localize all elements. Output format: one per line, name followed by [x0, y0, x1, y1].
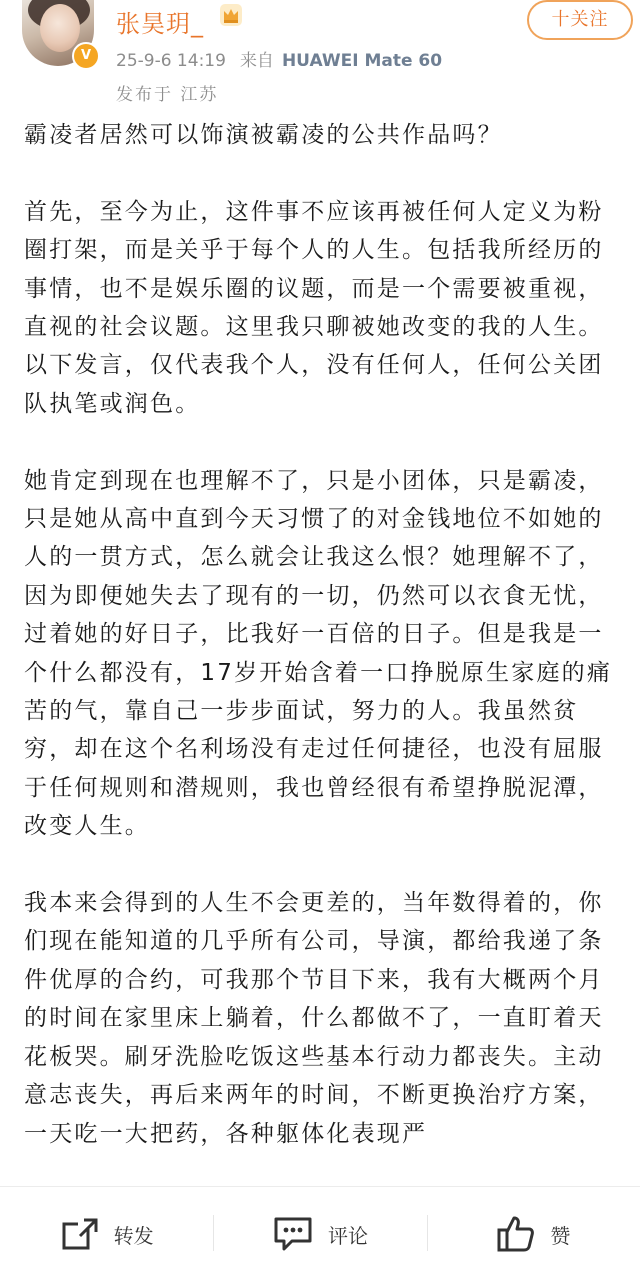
- action-bar: [0, 1186, 640, 1281]
- author-name[interactable]: 张昊玥_: [116, 10, 204, 38]
- from-label: 来自: [239, 51, 274, 71]
- repost-label: 转发: [113, 1223, 154, 1248]
- post-location: 发布于 江苏: [116, 85, 219, 105]
- content-fade: [0, 1150, 640, 1190]
- follow-button[interactable]: 十关注: [527, 0, 633, 40]
- comment-button[interactable]: [213, 1187, 426, 1281]
- post-paragraph: 首先，至今为止，这件事不应该再被任何人定义为粉圈打架，而是关乎于每个人的人生。包括我所经历的事情，也不是娱乐圈的议题，而是一个需要被重视，直视的社会议题。这里我只聊被她改变的我的人生。以下发言，仅代表我个人，没有任何人，任何公关团队执笔或润色。: [24, 198, 604, 417]
- repost-button[interactable]: [0, 1187, 213, 1281]
- share-icon: [60, 1216, 100, 1252]
- post-timestamp: 25-9-6 14:19: [116, 51, 226, 71]
- post-meta: [116, 46, 442, 71]
- like-label: 赞: [550, 1223, 571, 1248]
- post-paragraph: 她肯定到现在也理解不了，只是小团体，只是霸凌，只是她从高中直到今天习惯了的对金钱地位不如她的人的一贯方式，怎么就会让我这么恨？她理解不了，因为即便她失去了现有的一切，仍然可以衣食无忧，过着她的好日子，比我好一百倍的日子。但是我是一个什么都没有，17岁开始含着一口挣脱原生家庭的痛苦的气，靠自己一步步面试，努力的人。我虽然贫穷，却在这个名利场没有走过任何捷径，也没有屈服于任何规则和潜规则，我也曾经很有希望挣脱泥潭，改变人生。: [24, 467, 613, 840]
- like-button[interactable]: [427, 1187, 640, 1281]
- comment-label: 评论: [327, 1223, 368, 1248]
- crown-icon: [218, 2, 244, 28]
- thumbs-up-icon: [496, 1214, 536, 1254]
- post-paragraph: 我本来会得到的人生不会更差的，当年数得着的，你们现在能知道的几乎所有公司，导演，都给我递了条件优厚的合约，可我那个节目下来，我有大概两个月的时间在家里床上躺着，什么都做不了，一直盯着天花板哭。刷牙洗脸吃饭这些基本行动力都丧失。主动意志丧失，再后来两年的时间，不断更换治疗方案，一天吃一大把药，各种躯体化表现严: [24, 890, 604, 1147]
- verified-icon: V: [72, 42, 100, 70]
- device-name[interactable]: HUAWEI Mate 60: [281, 51, 443, 71]
- post-header: [0, 0, 640, 110]
- post-body: [24, 116, 620, 1191]
- comment-icon: [272, 1215, 314, 1253]
- post-title: 霸凌者居然可以饰演被霸凌的公共作品吗？: [24, 122, 503, 148]
